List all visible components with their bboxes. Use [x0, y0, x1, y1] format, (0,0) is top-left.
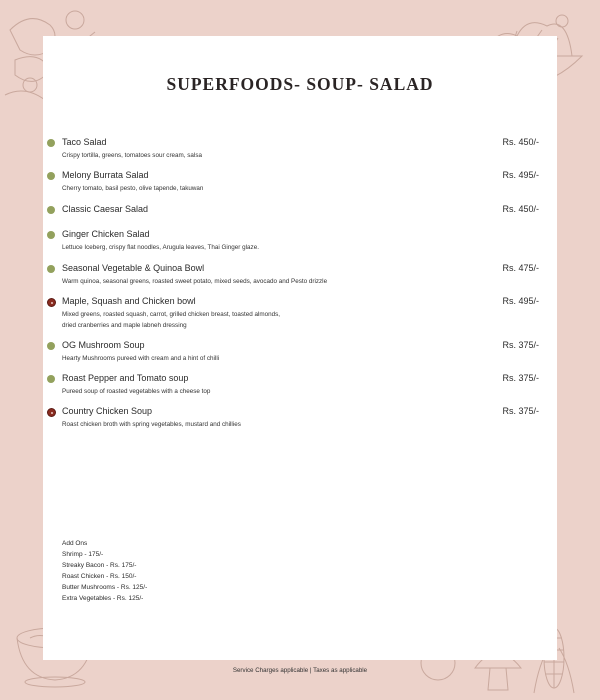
- dish-name: OG Mushroom Soup: [62, 340, 145, 350]
- dish-price: Rs. 450/-: [502, 137, 539, 147]
- addon-line: Streaky Bacon - Rs. 175/-: [62, 562, 137, 569]
- dish-name: Taco Salad: [62, 137, 107, 147]
- page-title: SUPERFOODS- SOUP- SALAD: [166, 74, 434, 94]
- dish-description-line2: dried cranberries and maple labneh dressing: [62, 322, 187, 329]
- footer-note: Service Charges applicable | Taxes as applicable: [232, 667, 368, 674]
- addon-line: Roast Chicken - Rs. 150/-: [62, 573, 137, 580]
- veg-indicator-icon: [47, 375, 55, 383]
- dish-name: Roast Pepper and Tomato soup: [62, 373, 189, 383]
- veg-indicator-icon: [47, 342, 55, 350]
- veg-indicator-icon: [47, 139, 55, 147]
- addons-heading: Add Ons: [62, 540, 88, 547]
- dish-price: Rs. 375/-: [502, 373, 539, 383]
- dish-price: Rs. 495/-: [502, 296, 539, 306]
- dish-name: Maple, Squash and Chicken bowl: [62, 296, 196, 306]
- dish-description: Crispy tortilla, greens, tomatoes sour cream, salsa: [62, 152, 202, 159]
- veg-indicator-icon: [47, 231, 55, 239]
- addon-line: Shrimp - 175/-: [62, 551, 104, 558]
- dish-description: Cherry tomato, basil pesto, olive tapende, takuwan: [62, 185, 204, 192]
- veg-indicator-icon: [47, 172, 55, 180]
- addon-line: Extra Vegetables - Rs. 125/-: [62, 595, 144, 602]
- dish-name: Country Chicken Soup: [62, 406, 153, 416]
- dish-price: Rs. 450/-: [502, 204, 539, 214]
- dish-price: Rs. 375/-: [502, 406, 539, 416]
- dish-name: Seasonal Vegetable & Quinoa Bowl: [62, 263, 205, 273]
- addon-line: Butter Mushrooms - Rs. 125/-: [62, 584, 148, 591]
- dish-description: Lettuce Iceberg, crispy flat noodles, Arugula leaves, Thai Ginger glaze.: [62, 244, 259, 251]
- nonveg-indicator-icon: [47, 408, 56, 417]
- nonveg-indicator-icon: [47, 298, 56, 307]
- dish-price: Rs. 475/-: [502, 263, 539, 273]
- dish-description: Roast chicken broth with spring vegetables, mustard and chillies: [62, 421, 241, 428]
- dish-description: Mixed greens, roasted squash, carrot, grilled chicken breast, toasted almonds,: [62, 311, 281, 318]
- dish-name: Ginger Chicken Salad: [62, 229, 150, 239]
- dish-description: Warm quinoa, seasonal greens, roasted sweet potato, mixed seeds, avocado and Pesto drizzle: [62, 278, 328, 285]
- dish-description: Pureed soup of roasted vegetables with a cheese top: [62, 388, 211, 395]
- dish-name: Melony Burrata Salad: [62, 170, 149, 180]
- veg-indicator-icon: [47, 206, 55, 214]
- dish-name: Classic Caesar Salad: [62, 204, 149, 214]
- dish-price: Rs. 495/-: [502, 170, 539, 180]
- dish-price: Rs. 375/-: [502, 340, 539, 350]
- dish-description: Hearty Mushrooms pureed with cream and a hint of chilli: [62, 355, 220, 362]
- addons-section: [62, 538, 147, 604]
- veg-indicator-icon: [47, 265, 55, 273]
